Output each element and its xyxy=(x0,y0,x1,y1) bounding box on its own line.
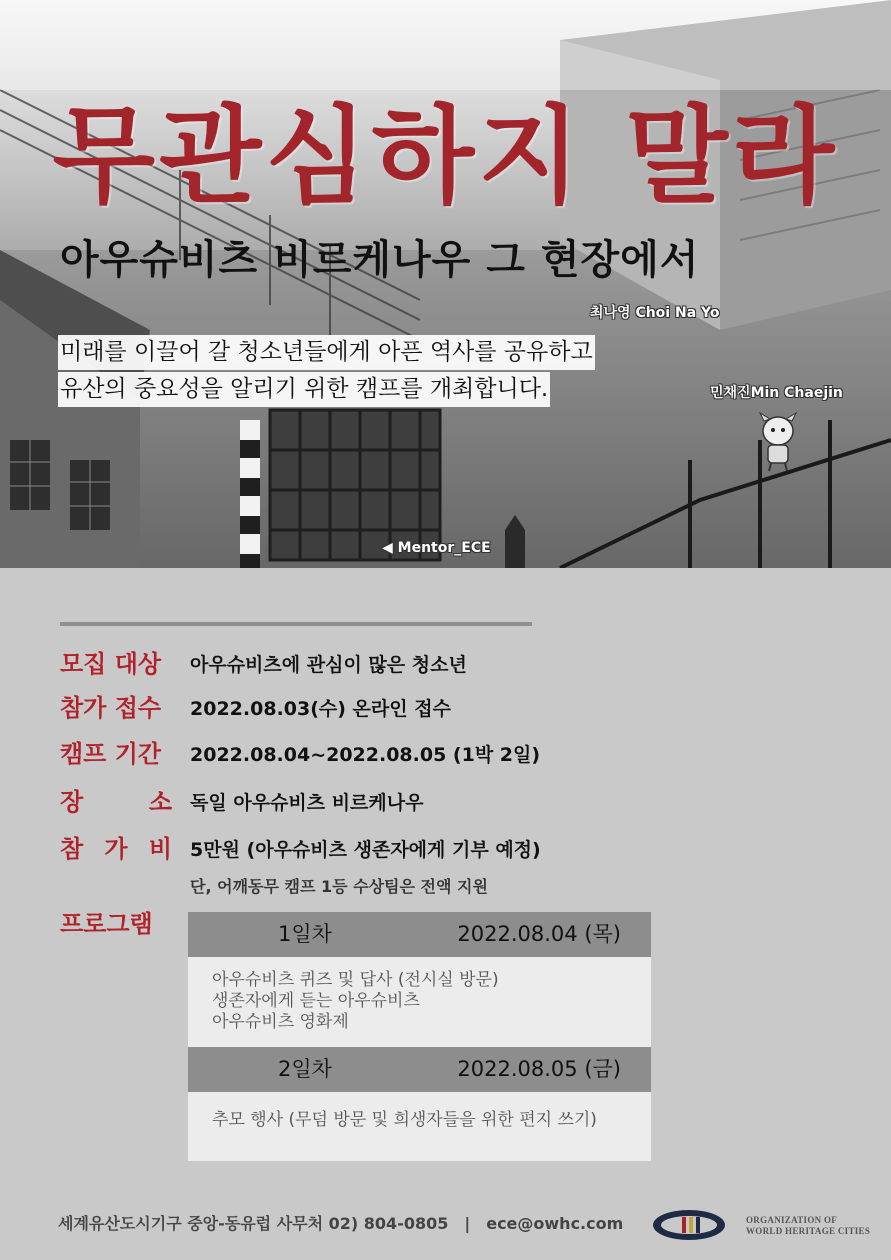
info-value: 독일 아우슈비츠 비르케나우 xyxy=(190,792,424,814)
day-header xyxy=(188,1047,651,1092)
day-items xyxy=(188,957,651,1047)
day-label: 2일차 xyxy=(278,1057,332,1081)
day-items xyxy=(188,1092,651,1161)
info-value: 2022.08.04~2022.08.05 (1박 2일) xyxy=(190,744,541,766)
info-label xyxy=(60,786,172,818)
divider xyxy=(60,622,532,626)
org-name xyxy=(746,1215,870,1237)
program-item: 아우슈비츠 영화제 xyxy=(212,1012,349,1032)
subtitle: 아우슈비츠 비르케나우 그 현장에서 xyxy=(60,237,700,283)
info-value: 아우슈비츠에 관심이 많은 청소년 xyxy=(190,654,467,676)
day-header xyxy=(188,912,651,957)
hero-banner xyxy=(0,0,891,568)
info-value: 5만원 (아우슈비츠 생존자에게 기부 예정) xyxy=(190,839,541,861)
label-char: 참 xyxy=(60,835,84,863)
label-char: 비 xyxy=(148,835,172,863)
fee-note: 단, 어깨동무 캠프 1등 수상팀은 전액 지원 xyxy=(190,877,488,896)
info-label: 참가 접수 xyxy=(60,694,162,722)
footer-contact xyxy=(58,1213,623,1235)
label-char: 가 xyxy=(104,835,128,863)
owhc-logo-icon xyxy=(651,1205,731,1245)
org-name-line: WORLD HERITAGE CITIES xyxy=(746,1226,871,1236)
label-char: 소 xyxy=(148,788,172,816)
email-link[interactable]: ece@owhc.com xyxy=(486,1214,624,1233)
player-name-tag xyxy=(382,540,491,556)
player-name-text: Mentor_ECE xyxy=(397,540,491,556)
footer-separator: | xyxy=(464,1214,471,1233)
intro-line: 미래를 이끌어 갈 청소년들에게 아픈 역사를 공유하고 xyxy=(58,335,595,370)
program-item: 아우슈비츠 퀴즈 및 답사 (전시실 방문) xyxy=(212,970,499,990)
info-label: 캠프 기간 xyxy=(60,740,162,768)
player-name-tag: 민채진Min Chaejin xyxy=(710,385,843,401)
info-label: 모집 대상 xyxy=(60,650,162,678)
player-name-tag: 최나영 Choi Na Yo xyxy=(590,305,720,321)
program-item: 생존자에게 듣는 아우슈비츠 xyxy=(212,991,420,1011)
program-table xyxy=(188,912,651,1161)
day-label: 1일차 xyxy=(278,922,332,946)
info-label: 프로그램 xyxy=(60,910,153,938)
speaker-icon: ◀ xyxy=(382,540,398,556)
org-name-line: ORGANIZATION OF xyxy=(746,1215,838,1225)
program-item: 추모 행사 (무덤 방문 및 희생자들을 위한 편지 쓰기) xyxy=(212,1110,597,1130)
label-char: 장 xyxy=(60,788,84,816)
intro-text xyxy=(58,335,595,409)
info-value: 2022.08.03(수) 온라인 접수 xyxy=(190,698,451,720)
office-contact: 세계유산도시기구 중앙-동유럽 사무처 02) 804-0805 xyxy=(58,1214,449,1233)
day-date: 2022.08.05 (금) xyxy=(457,1057,621,1081)
day-date: 2022.08.04 (목) xyxy=(457,922,621,946)
main-title: 무관심하지 말라 xyxy=(52,95,839,218)
info-label xyxy=(60,833,172,865)
intro-line: 유산의 중요성을 알리기 위한 캠프를 개최합니다. xyxy=(58,372,550,407)
